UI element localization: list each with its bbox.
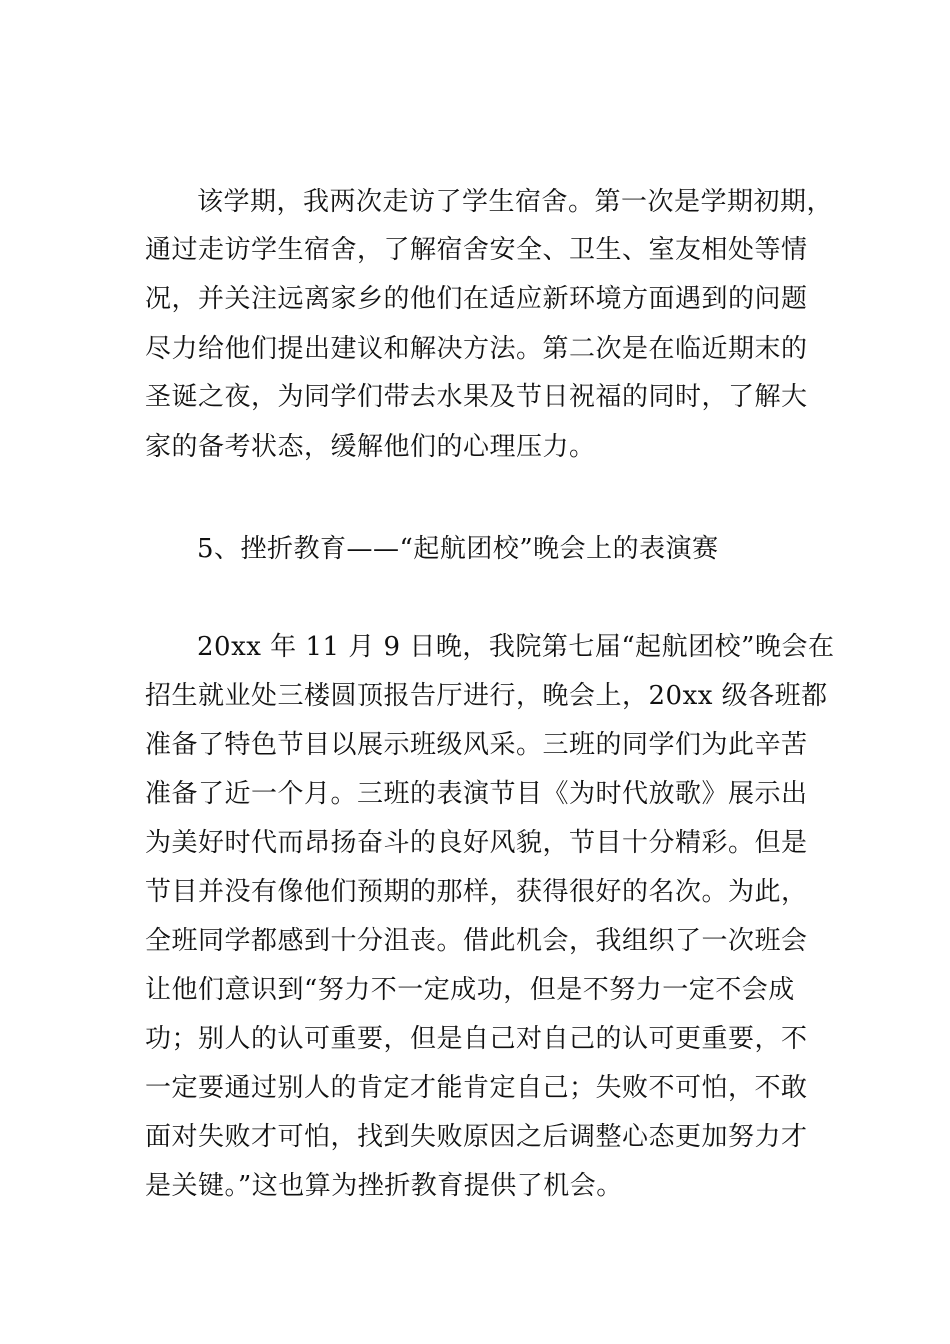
paragraph-2-line: 一定要通过别人的肯定才能肯定自己；失败不可怕，不敢 bbox=[145, 1073, 808, 1103]
paragraph-2-line: 准备了特色节目以展示班级风采。三班的同学们为此辛苦 bbox=[145, 730, 808, 760]
paragraph-2-line: 让他们意识到“努力不一定成功，但是不努力一定不会成 bbox=[145, 975, 795, 1005]
paragraph-2-line: 准备了近一个月。三班的表演节目《为时代放歌》展示出 bbox=[145, 779, 808, 809]
paragraph-1-line: 况，并关注远离家乡的他们在适应新环境方面遇到的问题 bbox=[145, 284, 808, 314]
paragraph-1-line: 通过走访学生宿舍，了解宿舍安全、卫生、室友相处等情 bbox=[145, 235, 808, 265]
paragraph-2-line: 节目并没有像他们预期的那样，获得很好的名次。为此， bbox=[145, 877, 808, 907]
paragraph-2-line: 是关键。”这也算为挫折教育提供了机会。 bbox=[145, 1171, 623, 1201]
paragraph-2-line: 20xx 年 11 月 9 日晚，我院第七届“起航团校”晚会在 bbox=[197, 632, 835, 662]
paragraph-2-line: 功；别人的认可重要，但是自己对自己的认可更重要，不 bbox=[145, 1024, 808, 1054]
paragraph-1-line: 尽力给他们提出建议和解决方法。第二次是在临近期末的 bbox=[145, 334, 808, 364]
section-heading: 5、挫折教育——“起航团校”晚会上的表演赛 bbox=[197, 534, 719, 564]
paragraph-1-line: 家的备考状态，缓解他们的心理压力。 bbox=[145, 432, 596, 462]
paragraph-2-line: 为美好时代而昂扬奋斗的良好风貌，节目十分精彩。但是 bbox=[145, 828, 808, 858]
paragraph-1-line: 该学期，我两次走访了学生宿舍。第一次是学期初期， bbox=[197, 187, 834, 217]
paragraph-1-line: 圣诞之夜，为同学们带去水果及节日祝福的同时，了解大 bbox=[145, 382, 808, 412]
paragraph-2-line: 全班同学都感到十分沮丧。借此机会，我组织了一次班会 bbox=[145, 926, 808, 956]
paragraph-2-line: 面对失败才可怕，找到失败原因之后调整心态更加努力才 bbox=[145, 1122, 808, 1152]
paragraph-2-line: 招生就业处三楼圆顶报告厅进行，晚会上，20xx 级各班都 bbox=[145, 681, 828, 711]
